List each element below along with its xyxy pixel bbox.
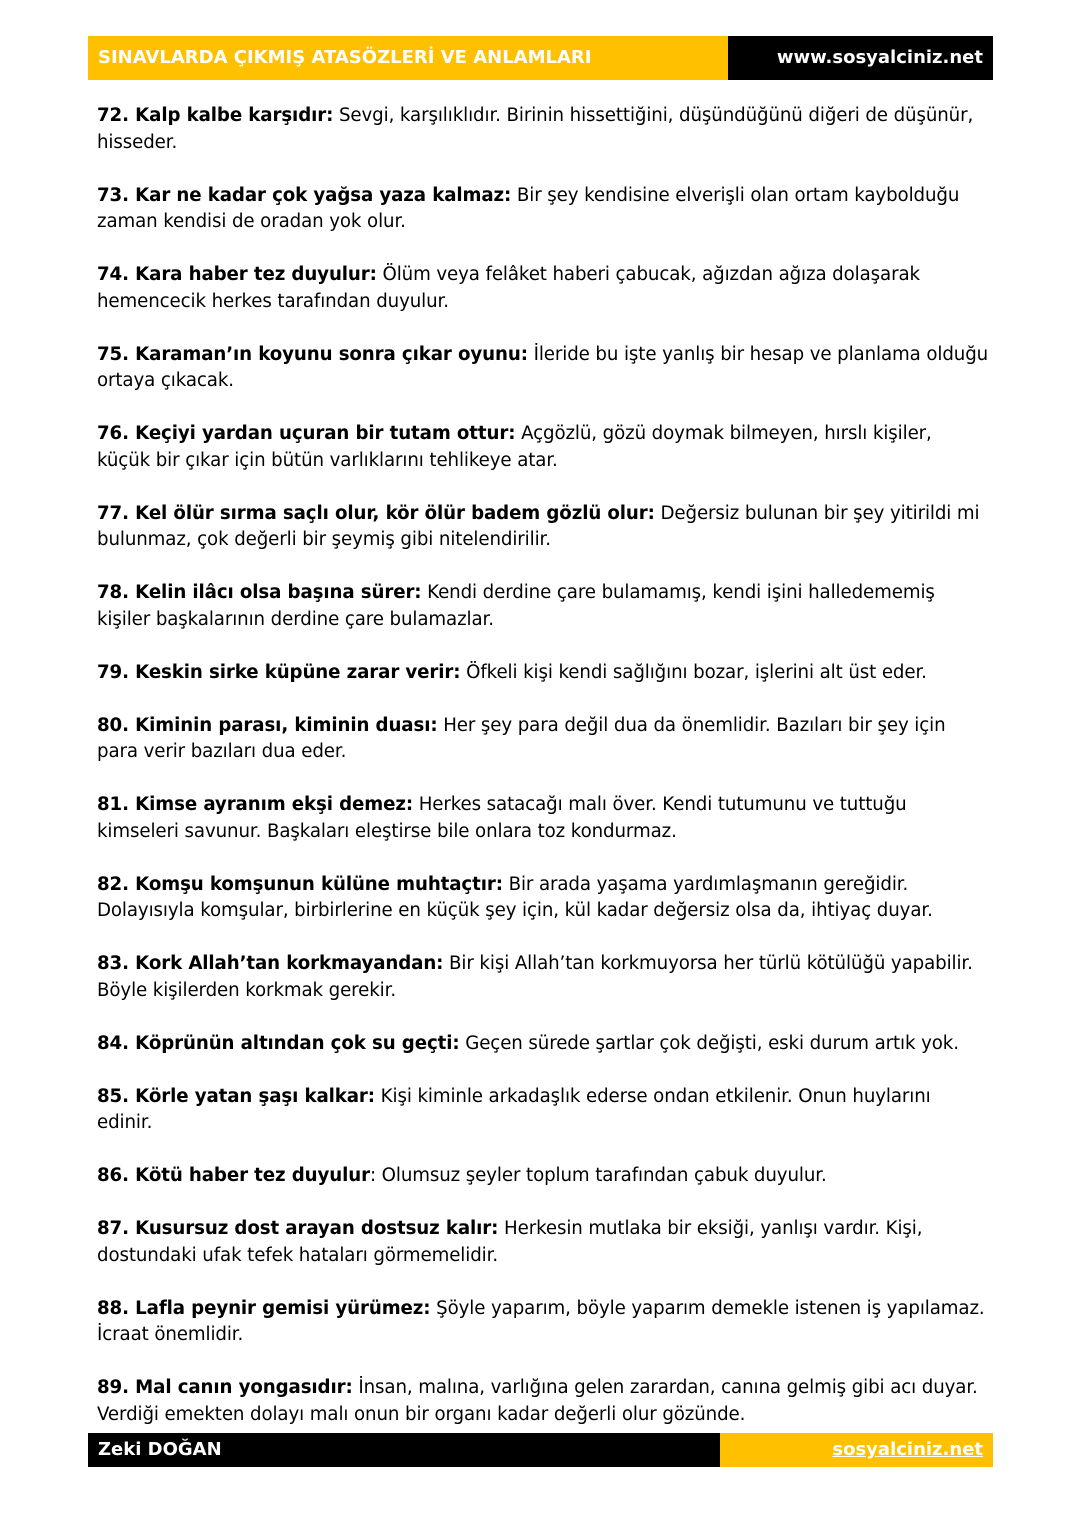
list-item (97, 183, 989, 236)
proverb-meaning: Değersiz bulunan bir şey yitirildi mi bulunmaz, çok değerli bir şeymiş gibi nitelendirilir. (97, 502, 980, 550)
list-item (97, 421, 989, 474)
author-name: Zeki DOĞAN (88, 1433, 720, 1467)
proverb-term: 85. Körle yatan şaşı kalkar: (97, 1085, 375, 1107)
proverb-meaning: Bir kişi Allah’tan korkmuyorsa her türlü kötülüğü yapabilir. Böyle kişilerden korkmak gerekir. (97, 953, 973, 1001)
proverb-term: 75. Karaman’ın koyunu sonra çıkar oyunu: (97, 343, 528, 365)
proverb-term: 83. Kork Allah’tan korkmayandan: (97, 953, 444, 974)
proverb-term: 89. Mal canın yongasıdır: (97, 1377, 353, 1398)
proverb-term: 84. Köprünün altından çok su geçti: (97, 1032, 460, 1054)
document-title: SINAVLARDA ÇIKMIŞ ATASÖZLERİ VE ANLAMLARI (88, 36, 728, 80)
proverb-meaning: Şöyle yaparım, böyle yaparım demekle istenen iş yapılamaz. İcraat önemlidir. (97, 1297, 985, 1345)
list-item (97, 1296, 989, 1349)
list-item (97, 1084, 989, 1137)
proverb-meaning: Öfkeli kişi kendi sağlığını bozar, işlerini alt üst eder. (460, 661, 927, 683)
proverb-meaning: Her şey para değil dua da önemlidir. Bazıları bir şey için para verir bazıları dua eder. (97, 714, 946, 762)
list-item (97, 342, 989, 395)
proverb-term: 79. Keskin sirke küpüne zarar verir: (97, 661, 461, 683)
proverb-meaning: Kendi derdine çare bulamamış, kendi işini halledememiş kişiler başkalarının derdine çare bulamazlar. (97, 582, 935, 630)
proverb-term: 74. Kara haber tez duyulur: (97, 264, 377, 285)
list-item (97, 103, 989, 156)
proverb-list (97, 103, 989, 1455)
proverb-term: 73. Kar ne kadar çok yağsa yaza kalmaz: (97, 184, 512, 206)
proverb-term: 78. Kelin ilâcı olsa başına sürer: (97, 582, 422, 603)
proverb-term: 72. Kalp kalbe karşıdır: (97, 105, 334, 126)
proverb-meaning: Herkes satacağı malı över. Kendi tutumunu ve tuttuğu kimseleri savunur. Başkaları eleştirse bile onlara toz kondurmaz. (97, 794, 907, 842)
header-site-link[interactable]: www.sosyalciniz.net (728, 36, 993, 80)
page-footer (88, 1433, 993, 1467)
list-item (97, 660, 989, 687)
proverb-term: 81. Kimse ayranım ekşi demez: (97, 794, 414, 815)
proverb-meaning: İleride bu işte yanlış bir hesap ve planlama olduğu ortaya çıkacak. (97, 343, 989, 391)
proverb-meaning: : Olumsuz şeyler toplum tarafından çabuk duyulur. (369, 1165, 827, 1186)
list-item (97, 872, 989, 925)
proverb-meaning: Kişi kiminle arkadaşlık ederse ondan etkilenir. Onun huylarını edinir. (97, 1085, 931, 1133)
proverb-term: 80. Kiminin parası, kiminin duası: (97, 714, 438, 736)
proverb-term: 88. Lafla peynir gemisi yürümez: (97, 1297, 431, 1319)
proverb-meaning: Bir şey kendisine elverişli olan ortam kaybolduğu zaman kendisi de oradan yok olur. (97, 184, 960, 232)
proverb-meaning: Sevgi, karşılıklıdır. Birinin hissettiğini, düşündüğünü diğeri de düşünür, hisseder. (97, 105, 974, 153)
proverb-meaning: Açgözlü, gözü doymak bilmeyen, hırslı kişiler, küçük bir çıkar için bütün varlıklarını tehlikeye atar. (97, 423, 932, 471)
list-item (97, 951, 989, 1004)
list-item (97, 501, 989, 554)
list-item (97, 1216, 989, 1269)
proverb-term: 76. Keçiyi yardan uçuran bir tutam ottur: (97, 423, 516, 444)
list-item (97, 1375, 989, 1428)
proverb-term: 86. Kötü haber tez duyulur (97, 1165, 370, 1186)
footer-site-link[interactable]: sosyalciniz.net (720, 1433, 993, 1467)
list-item (97, 1163, 989, 1190)
proverb-meaning: Herkesin mutlaka bir eksiği, yanlışı vardır. Kişi, dostundaki ufak tefek hataları görmemelidir. (97, 1218, 923, 1266)
proverb-term: 77. Kel ölür sırma saçlı olur, kör ölür badem gözlü olur: (97, 502, 655, 524)
list-item (97, 1031, 989, 1058)
list-item (97, 792, 989, 845)
proverb-meaning: Geçen sürede şartlar çok değişti, eski durum artık yok. (459, 1032, 959, 1054)
page-header (88, 36, 993, 80)
proverb-meaning: İnsan, malına, varlığına gelen zarardan, canına gelmiş gibi acı duyar. Verdiği emekten dolayı malı onun bir organı kadar değerli olur gözünde. (97, 1377, 978, 1425)
proverb-meaning: Ölüm veya felâket haberi çabucak, ağızdan ağıza dolaşarak hemencecik herkes tarafından duyulur. (97, 264, 920, 312)
proverb-term: 82. Komşu komşunun külüne muhtaçtır: (97, 873, 503, 895)
list-item (97, 713, 989, 766)
list-item (97, 262, 989, 315)
proverb-term: 87. Kusursuz dost arayan dostsuz kalır: (97, 1218, 499, 1239)
list-item (97, 580, 989, 633)
proverb-meaning: Bir arada yaşama yardımlaşmanın gereğidir. Dolayısıyla komşular, birbirlerine en küçük şey için, kül kadar değersiz olsa da, ihtiyaç duyar. (97, 873, 933, 921)
